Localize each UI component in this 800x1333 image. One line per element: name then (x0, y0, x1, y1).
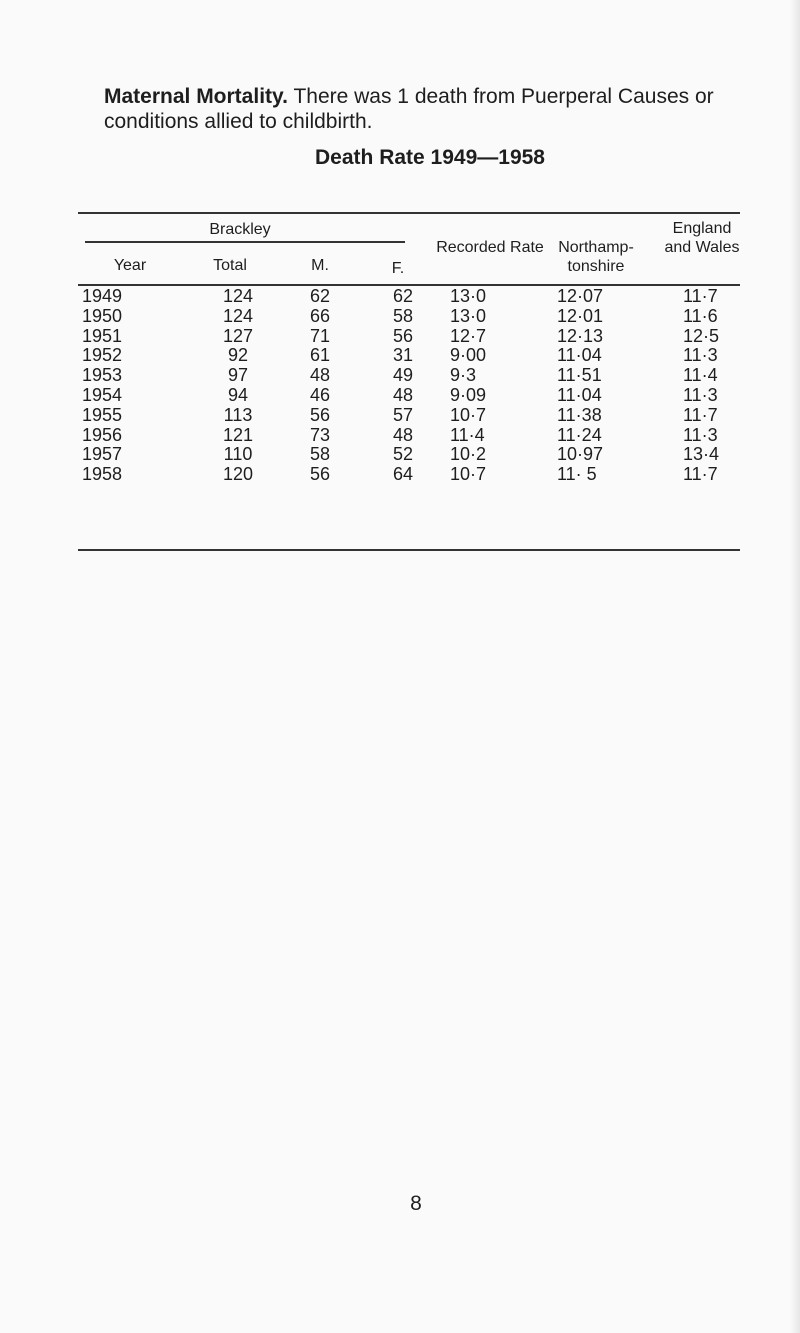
cell-northants: 10·97 (557, 444, 604, 465)
cell-total: 121 (222, 424, 254, 445)
cell-rate: 9·09 (450, 384, 487, 405)
header-northamptonshire: Northamp-tonshire (558, 239, 634, 275)
table-title: Death Rate 1949—1958 (315, 146, 545, 169)
intro-text: There was 1 death from Puerperal Causes or conditions allied to childbirth. (104, 85, 714, 133)
cell-m: 71 (309, 325, 331, 346)
cell-total: 92 (227, 345, 249, 366)
cell-eng_wales: 11·3 (683, 345, 718, 366)
cell-northants: 12·13 (557, 325, 604, 346)
cell-eng_wales: 11·7 (683, 286, 718, 306)
cell-f: 48 (392, 384, 414, 405)
cell-rate: 13·0 (450, 305, 487, 326)
table-bottom-rule (78, 549, 740, 551)
cell-f: 52 (392, 444, 414, 465)
cell-total: 113 (223, 404, 253, 425)
cell-total: 110 (223, 444, 253, 465)
cell-year: 1952 (82, 345, 123, 366)
page-edge-shadow (790, 0, 800, 1333)
cell-m: 56 (309, 464, 331, 485)
cell-total: 124 (222, 286, 254, 306)
cell-year: 1957 (82, 444, 123, 465)
cell-rate: 10·2 (450, 444, 487, 465)
cell-year: 1951 (82, 325, 123, 346)
header-m: M. (311, 257, 329, 274)
cell-rate: 9·3 (450, 365, 477, 386)
cell-year: 1956 (82, 424, 123, 445)
header-total: Total (213, 257, 247, 274)
cell-eng_wales: 12·5 (683, 325, 720, 346)
cell-rate: 10·7 (450, 464, 487, 485)
cell-year: 1953 (82, 365, 123, 386)
cell-total: 124 (222, 305, 254, 326)
cell-year: 1954 (82, 384, 123, 405)
cell-eng_wales: 11·3 (683, 424, 718, 445)
cell-northants: 11·24 (557, 424, 602, 445)
column-total (208, 287, 268, 485)
column-year (82, 287, 142, 485)
cell-f: 62 (392, 286, 414, 306)
cell-m: 61 (309, 345, 331, 366)
cell-northants: 11·04 (557, 345, 602, 366)
page-number: 8 (410, 1192, 422, 1215)
cell-m: 73 (309, 424, 331, 445)
cell-f: 49 (392, 365, 414, 386)
cell-f: 31 (392, 345, 414, 366)
cell-eng_wales: 11·7 (683, 464, 718, 485)
cell-m: 66 (309, 305, 331, 326)
cell-eng_wales: 11·3 (683, 384, 718, 405)
cell-rate: 9·00 (450, 345, 487, 366)
cell-rate: 13·0 (450, 286, 487, 306)
cell-f: 58 (392, 305, 414, 326)
cell-m: 58 (309, 444, 331, 465)
cell-eng_wales: 11·4 (683, 365, 718, 386)
header-f: F. (391, 260, 405, 277)
column-f (381, 287, 425, 485)
cell-eng_wales: 13·4 (683, 444, 720, 465)
cell-northants: 11·38 (557, 404, 602, 425)
cell-year: 1949 (82, 286, 123, 306)
brackley-group-rule (85, 241, 405, 243)
cell-year: 1958 (82, 464, 123, 485)
intro-paragraph (104, 84, 764, 134)
cell-total: 127 (222, 325, 254, 346)
cell-total: 94 (227, 384, 249, 405)
cell-northants: 11·51 (557, 365, 602, 386)
cell-m: 62 (309, 286, 331, 306)
cell-f: 57 (392, 404, 414, 425)
intro-lead: Maternal Mortality. (104, 85, 288, 108)
cell-f: 48 (392, 424, 414, 445)
column-recorded-rate (450, 287, 530, 485)
cell-eng_wales: 11·6 (683, 305, 718, 326)
table-top-rule (78, 212, 740, 214)
cell-northants: 11· 5 (557, 464, 597, 485)
header-brackley: Brackley (209, 221, 271, 238)
cell-eng_wales: 11·7 (683, 404, 718, 425)
cell-year: 1950 (82, 305, 123, 326)
cell-northants: 11·04 (557, 384, 602, 405)
cell-m: 48 (309, 365, 331, 386)
column-northamptonshire (557, 287, 637, 485)
cell-total: 97 (227, 365, 249, 386)
cell-rate: 10·7 (450, 404, 487, 425)
cell-f: 64 (392, 464, 414, 485)
cell-m: 56 (309, 404, 331, 425)
header-england-wales: England and Wales (664, 220, 740, 256)
cell-f: 56 (392, 325, 414, 346)
column-m (298, 287, 342, 485)
cell-year: 1955 (82, 404, 123, 425)
cell-m: 46 (309, 384, 331, 405)
cell-northants: 12·01 (557, 305, 604, 326)
header-recorded-rate: Recorded Rate (436, 239, 544, 256)
cell-rate: 11·4 (450, 424, 485, 445)
header-year: Year (113, 257, 147, 274)
cell-northants: 12·07 (557, 286, 604, 306)
cell-rate: 12·7 (450, 325, 487, 346)
column-england-wales (683, 287, 743, 485)
cell-total: 120 (222, 464, 254, 485)
